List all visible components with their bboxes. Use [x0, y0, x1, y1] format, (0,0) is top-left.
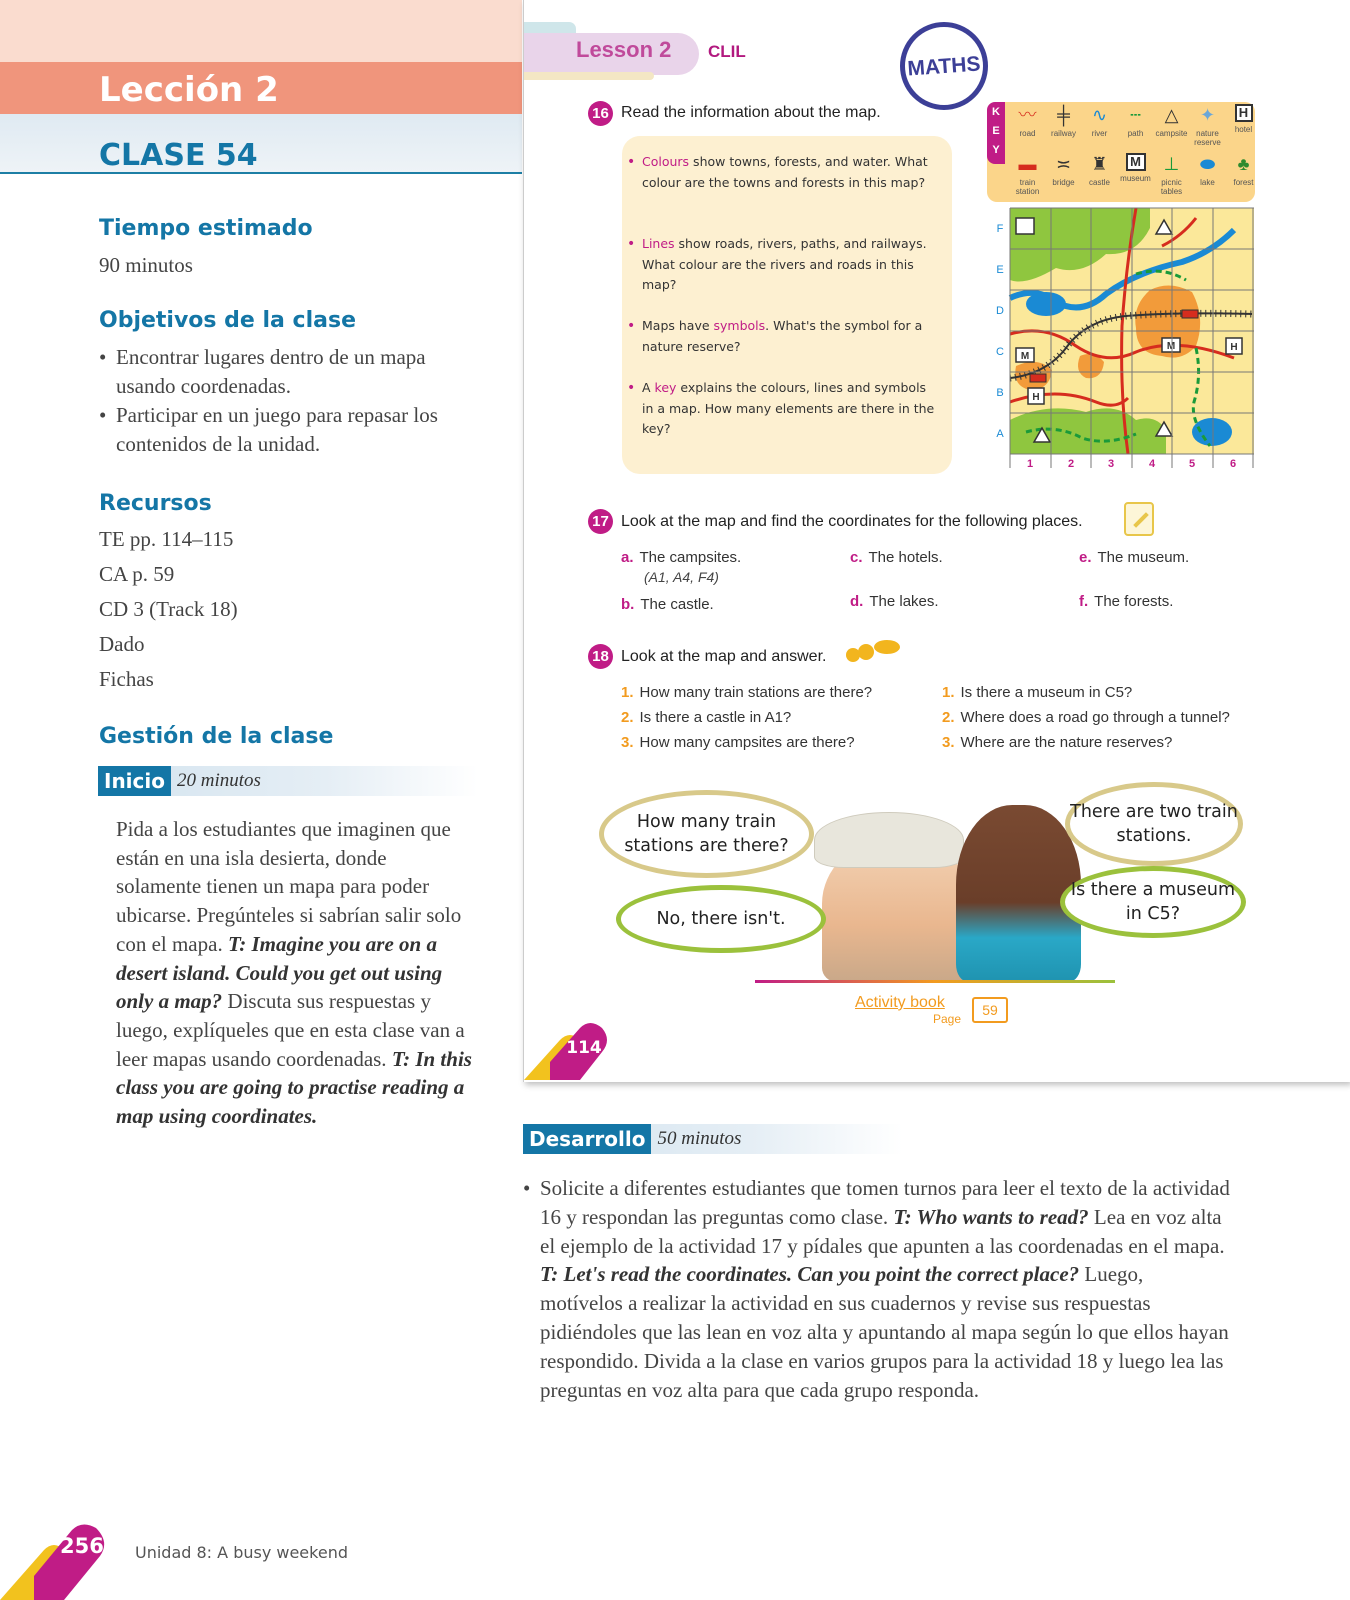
speech-bubble: No, there isn't.	[616, 885, 826, 953]
maths-stamp	[900, 22, 988, 110]
q17-number: 17	[588, 509, 613, 534]
q16-title: Read the information about the map.	[621, 104, 881, 121]
class-header	[0, 114, 522, 174]
clil-label: CLIL	[708, 42, 746, 61]
lake-shape	[1026, 292, 1066, 316]
q18-left-1: 1. How many train stations are there?	[621, 684, 873, 701]
girl-hat	[814, 812, 964, 868]
header-band-top	[0, 0, 522, 62]
key-train-station: ▬ train station	[1015, 154, 1040, 196]
desarrollo-text-1: Solicite a diferentes estudiantes que tomen turnos para leer el texto de la actividad 16 y respondan las preguntas como clase.	[540, 1176, 1230, 1229]
key-hotel: H hotel	[1234, 105, 1253, 134]
speech-bubble: There are two train stations.	[1065, 782, 1243, 866]
q17-item-d: d. The lakes.	[850, 593, 939, 610]
key-letter: E	[992, 125, 1000, 137]
key-path: ┄ path	[1117, 104, 1154, 138]
recurso-item: Fichas	[99, 667, 154, 691]
maths-label: MATHS	[906, 52, 982, 81]
tiempo-heading: Tiempo estimado	[99, 216, 313, 241]
class-title: CLASE 54	[99, 138, 258, 173]
q17-example: (A1, A4, F4)	[644, 569, 719, 585]
nature-reserve-icon: ✦	[1199, 105, 1216, 125]
key-railway: ╪ railway	[1051, 105, 1076, 138]
speech-bubble: How many train stations are there?	[599, 790, 814, 878]
key-lake: ⬬ lake	[1189, 153, 1226, 187]
map-row-label: C	[996, 346, 1004, 358]
info-item-symbols: • Maps have symbols. What's the symbol for a nature reserve?	[642, 316, 937, 357]
desarrollo-text-3: Luego, motívelos a realizar la actividad en sus cuadernos y revise sus respuestas pidiéndoles que las lean en voz alta y apuntando al mapa según lo que ellos hayan respondido. Divida a la clase en varios grupos para la actividad 18 y luego lea las preguntas en voz alta para que cada grupo responda.	[540, 1262, 1229, 1402]
decor-strip	[524, 72, 654, 80]
desarrollo-teacher-line-2: T: Let's read the coordinates. Can you point the correct place?	[540, 1262, 1080, 1287]
key-forest: ♣ forest	[1233, 154, 1254, 187]
hotel-marker-label: H	[1032, 392, 1040, 403]
desarrollo-tag: Desarrollo	[523, 1124, 651, 1154]
key-campsite: △ campsite	[1155, 105, 1188, 138]
key-picnic-tables: ⊥ picnic tables	[1160, 154, 1183, 196]
key-castle: ♜ castle	[1089, 154, 1110, 187]
q18-right-1: 1. Is there a museum in C5?	[942, 684, 1133, 701]
inicio-text-2: Discuta sus respuestas y luego, explíqueles que en esta clase van a leer mapas usando coordenadas.	[116, 989, 465, 1071]
objetivos-heading: Objetivos de la clase	[99, 308, 356, 333]
q17-item-e: e. The museum.	[1079, 549, 1190, 566]
info-item-colours: • Colours show towns, forests, and water. What colour are the towns and forests in this map?	[642, 152, 937, 193]
q17-item-b: b. The castle.	[621, 596, 714, 613]
page-number: 256	[60, 1534, 104, 1558]
key-tab	[987, 102, 1005, 164]
castle-icon: ♜	[1091, 154, 1108, 174]
bridge-icon: ≍	[1055, 154, 1072, 174]
speech-bubble: Is there a museum in C5?	[1060, 866, 1246, 938]
activity-book-link[interactable]: Activity book	[855, 994, 945, 1011]
q17-item-f: f. The forests.	[1079, 593, 1174, 610]
lesson-pill	[524, 33, 699, 75]
desarrollo-paragraph: • Solicite a diferentes estudiantes que tomen turnos para leer el texto de la actividad 16 y respondan las preguntas como clase. T: Who wants to read? Lea en voz alta el ejemplo de la actividad 17 y pídales que apunten a las coordenadas en el mapa. T: Let's read the coordinates. Can you point the correct place? Luego, motívelos a realizar la actividad en sus cuadernos y revise sus respuestas pidiéndoles que las lean en voz alta y apuntando al mapa según lo que ellos hayan respondido. Divida a la clase en varios grupos para la actividad 18 y luego lea las preguntas en voz alta para que cada grupo responda.	[523, 1176, 1230, 1402]
key-river: ∿ river	[1081, 104, 1118, 138]
castle-marker	[1016, 218, 1034, 234]
student-book-page	[523, 0, 1350, 1082]
q18-right-2: 2. Where does a road go through a tunnel?	[942, 709, 1230, 726]
map-col-label: 2	[1067, 458, 1075, 470]
lesson-label: Lesson 2	[576, 37, 672, 62]
train-station-icon: ▬	[1018, 154, 1037, 174]
key-museum: M museum	[1120, 154, 1151, 183]
inicio-teacher-line-1: T: Imagine you are on a desert island. Could you get out using only a map?	[116, 931, 443, 1014]
key-letter: Y	[992, 144, 1000, 156]
map-row-label: B	[996, 387, 1004, 399]
museum-marker-label: M	[1020, 351, 1030, 362]
train-station-marker	[1030, 374, 1046, 382]
desarrollo-text-2: Lea en voz alta el ejemplo de la actividad 17 y pídales que apunten a las coordenadas en el mapa.	[540, 1204, 1225, 1258]
coordinate-map	[986, 206, 1254, 472]
river-icon: ∿	[1091, 105, 1108, 125]
map-col-label: 6	[1229, 458, 1237, 470]
lake-shape	[1192, 418, 1232, 446]
student-page-number-badge	[524, 1022, 614, 1082]
desarrollo-bar	[523, 1124, 903, 1154]
picnic-tables-icon: ⊥	[1163, 154, 1180, 174]
recurso-item: Dado	[99, 632, 145, 656]
pair-work-icon	[846, 640, 902, 672]
map-col-label: 5	[1188, 458, 1196, 470]
q17-title: Look at the map and find the coordinates for the following places.	[621, 513, 1083, 530]
inicio-paragraph	[116, 815, 476, 1131]
q18-right-3: 3. Where are the nature reserves?	[942, 734, 1173, 751]
museum-marker-label: M	[1166, 341, 1176, 352]
key-letter: K	[992, 106, 1000, 118]
key-nature-reserve: ✦ nature reserve	[1194, 105, 1221, 147]
map-row-label: D	[996, 305, 1004, 317]
railway-icon: ╪	[1057, 105, 1070, 125]
lake-icon: ⬬	[1199, 154, 1216, 174]
map-col-label: 3	[1107, 458, 1115, 470]
activity-book-page-word: Page	[933, 1012, 962, 1026]
page-number-badge	[0, 1520, 130, 1600]
inicio-text-1: Pida a los estudiantes que imaginen que están en una isla desierta, donde solamente tienen un mapa para poder ubicarse. Pregúnteles si sabrían salir solo con el mapa.	[116, 817, 462, 956]
recursos-heading: Recursos	[99, 491, 212, 516]
road-icon: 〰	[1018, 105, 1037, 125]
info-box	[622, 136, 952, 474]
objetivo-item: • Encontrar lugares dentro de un mapa usando coordenadas.	[99, 343, 479, 401]
inicio-teacher-line-2: T: In this class you are going to practise reading a map using coordinates.	[116, 1046, 472, 1129]
q16-number: 16	[588, 101, 613, 126]
objetivo-item: • Participar en un juego para repasar los contenidos de la unidad.	[99, 401, 479, 459]
map-col-label: 4	[1148, 458, 1156, 470]
q18-left-2: 2. Is there a castle in A1?	[621, 709, 792, 726]
recursos-list	[99, 524, 238, 699]
key-bridge: ≍ bridge	[1052, 154, 1075, 187]
campsite-icon: △	[1164, 105, 1179, 125]
info-item-key: • A key explains the colours, lines and symbols in a map. How many elements are there in the key?	[642, 378, 937, 440]
hotel-marker-label: H	[1230, 342, 1238, 353]
path-icon: ┄	[1130, 105, 1141, 125]
tiempo-value: 90 minutos	[99, 253, 193, 277]
map-row-label: F	[996, 223, 1004, 235]
lesson-title: Lección 2	[99, 70, 279, 110]
map-row-label: E	[996, 264, 1004, 276]
q18-left-3: 3. How many campsites are there?	[621, 734, 855, 751]
key-road: 〰 road	[1009, 104, 1046, 138]
inicio-minutes: 20 minutos	[177, 770, 261, 791]
pencil-icon	[1124, 502, 1154, 536]
gestion-heading: Gestión de la clase	[99, 724, 334, 749]
q17-item-c: c. The hotels.	[850, 549, 943, 566]
forest-icon: ♣	[1237, 154, 1250, 174]
inicio-tag: Inicio	[98, 766, 171, 796]
recurso-item: CA p. 59	[99, 562, 175, 586]
desarrollo-minutes: 50 minutos	[657, 1128, 742, 1149]
inicio-bar	[98, 766, 478, 796]
q18-title: Look at the map and answer.	[621, 648, 827, 665]
q18-number: 18	[588, 644, 613, 669]
q17-item-a: a. The campsites.	[621, 549, 742, 566]
hotel-icon: H	[1235, 104, 1253, 122]
map-col-label: 1	[1026, 458, 1034, 470]
train-station-marker	[1182, 310, 1198, 318]
map-row-label: A	[996, 428, 1004, 440]
activity-book-page-number: 59	[972, 997, 1008, 1023]
ground-line	[755, 980, 1115, 983]
info-item-lines: • Lines show roads, rivers, paths, and railways. What colour are the rivers and roads in this map?	[642, 234, 937, 296]
recurso-item: TE pp. 114–115	[99, 527, 234, 551]
desarrollo-teacher-line-1: T: Who wants to read?	[893, 1204, 1089, 1229]
lesson-header	[0, 62, 522, 114]
student-page-number: 114	[566, 1038, 602, 1058]
unit-title: Unidad 8: A busy weekend	[135, 1543, 348, 1562]
museum-icon: M	[1126, 153, 1146, 171]
objetivos-list	[99, 343, 479, 459]
key-symbols	[1009, 104, 1255, 200]
recurso-item: CD 3 (Track 18)	[99, 597, 238, 621]
